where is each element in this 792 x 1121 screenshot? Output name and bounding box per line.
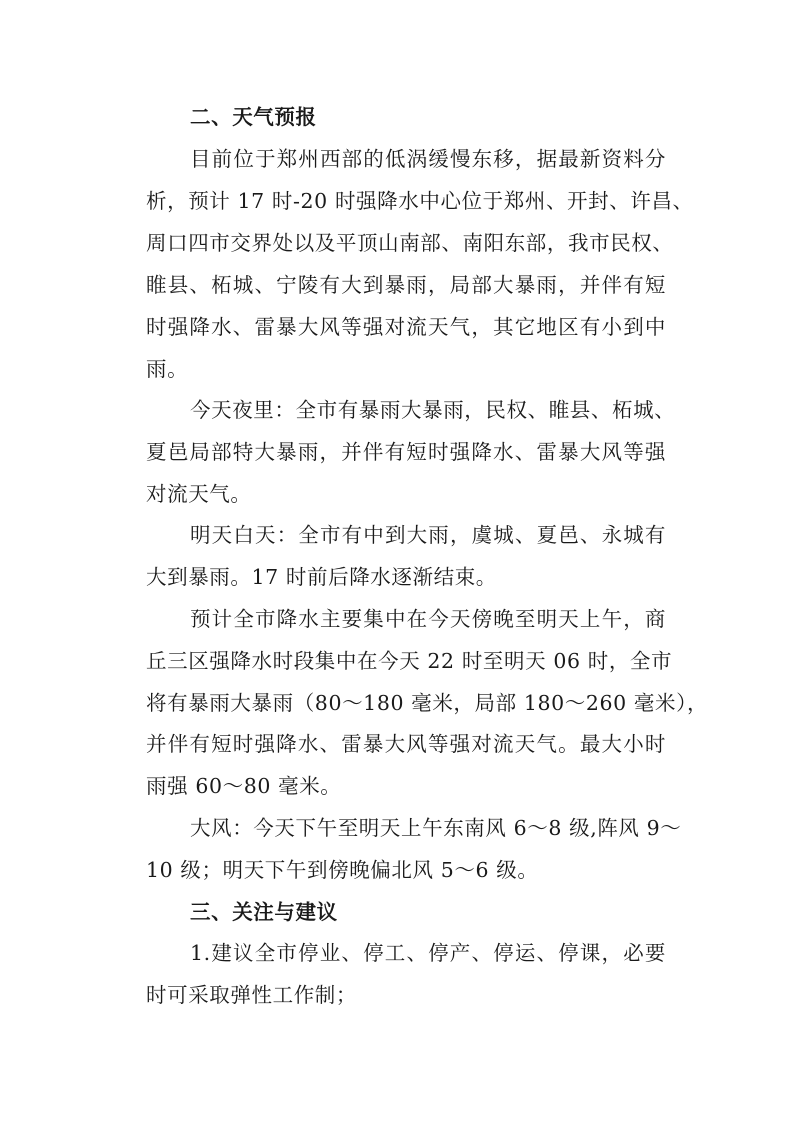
- paragraph-line: 夏邑局部特大暴雨，并伴有短时强降水、雷暴大风等强: [146, 440, 666, 464]
- paragraph-line: 对流天气。: [146, 482, 252, 506]
- paragraph-line: 大到暴雨。17 时前后降水逐渐结束。: [146, 565, 497, 589]
- section-heading-attention-suggestions: 三、关注与建议: [190, 900, 338, 924]
- paragraph-line: 1.建议全市停业、停工、停产、停运、停课，必要: [190, 941, 666, 965]
- paragraph-line: 周口四市交界处以及平顶山南部、南阳东部，我市民权、: [146, 231, 674, 255]
- paragraph-line: 明天白天：全市有中到大雨，虞城、夏邑、永城有: [190, 523, 666, 547]
- paragraph-line: 将有暴雨大暴雨（80～180 毫米，局部 180～260 毫米），: [146, 691, 709, 715]
- paragraph-line: 析，预计 17 时-20 时强降水中心位于郑州、开封、许昌、: [146, 189, 694, 213]
- paragraph-line: 雨强 60～80 毫米。: [146, 774, 342, 798]
- paragraph-line: 大风：今天下午至明天上午东南风 6～8 级,阵风 9～: [190, 816, 682, 840]
- paragraph-line: 并伴有短时强降水、雷暴大风等强对流天气。最大小时: [146, 732, 666, 756]
- paragraph-line: 目前位于郑州西部的低涡缓慢东移，据最新资料分: [190, 147, 666, 171]
- paragraph-line: 雨。: [146, 357, 189, 381]
- paragraph-line: 预计全市降水主要集中在今天傍晚至明天上午，商: [190, 607, 666, 631]
- paragraph-line: 时可采取弹性工作制；: [146, 983, 357, 1007]
- section-heading-weather-forecast: 二、天气预报: [190, 105, 317, 129]
- paragraph-line: 丘三区强降水时段集中在今天 22 时至明天 06 时，全市: [146, 649, 673, 673]
- paragraph-line: 睢县、柘城、宁陵有大到暴雨，局部大暴雨，并伴有短: [146, 273, 666, 297]
- paragraph-line: 时强降水、雷暴大风等强对流天气，其它地区有小到中: [146, 315, 666, 339]
- paragraph-line: 今天夜里：全市有暴雨大暴雨，民权、睢县、柘城、: [190, 398, 676, 422]
- paragraph-line: 10 级；明天下午到傍晚偏北风 5～6 级。: [146, 858, 539, 882]
